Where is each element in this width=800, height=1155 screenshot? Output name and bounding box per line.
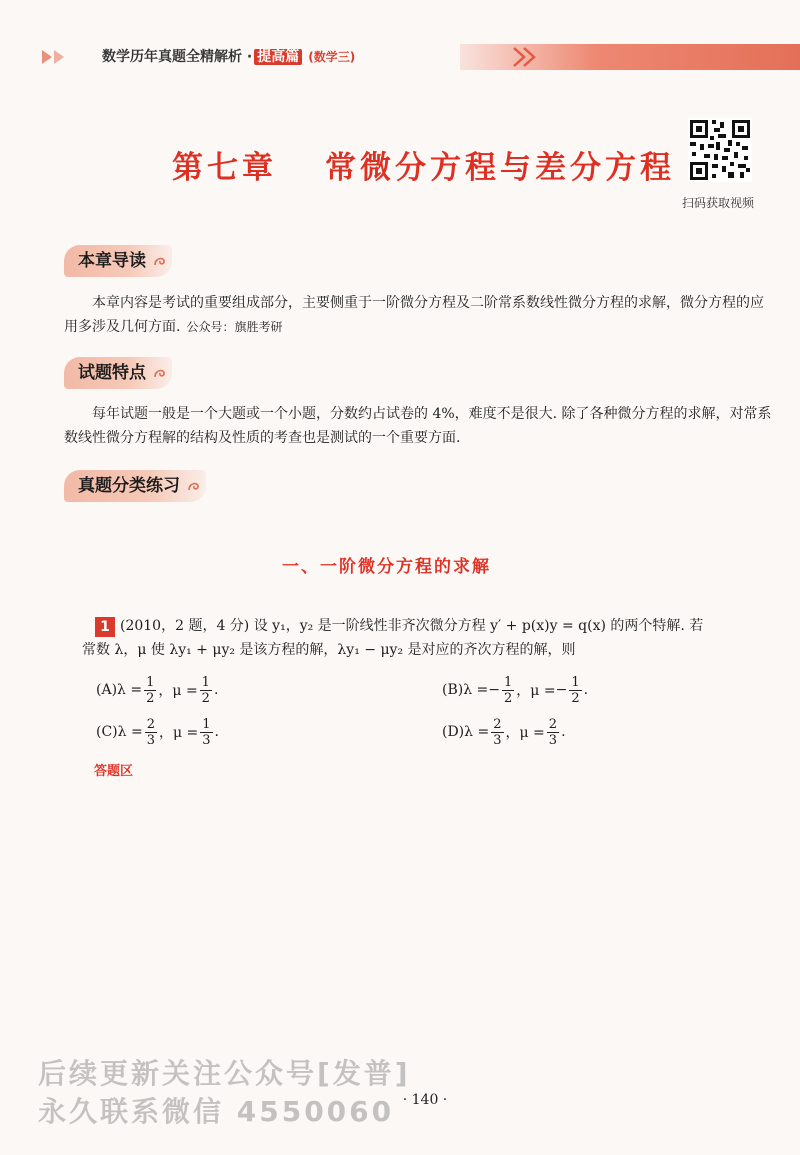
lambda-fraction: $\frac{2}{3}$ [493, 716, 502, 748]
question-number: 1 [95, 617, 115, 637]
question-source: (2010，2 题，4 分) [120, 618, 250, 634]
answer-area-label: 答题区 [94, 764, 134, 779]
watermark-line1: 后续更新关注公众号[发普] [38, 1057, 411, 1090]
option-label: (A) [96, 682, 118, 698]
option-d: (D) λ = $\frac{2}{3}$ ，μ = $\frac{2}{3}$ . [442, 716, 566, 748]
chapter-title [172, 142, 675, 188]
subsection-title: 一、一阶微分方程的求解 [282, 557, 491, 577]
qr-caption: 扫码获取视频 [682, 196, 755, 210]
chapter-name: 常微分方程与差分方程 [325, 150, 675, 186]
page-number: · 140 · [402, 1092, 448, 1108]
section-label: 真题分类练习 [78, 476, 180, 496]
section-label: 本章导读 [78, 251, 146, 271]
option-b: (B) λ = − $\frac{1}{2}$ ，μ = − $\frac{1}{2}$ . [442, 674, 589, 706]
subject-label: (数学三) [308, 50, 356, 64]
lambda-sign: − [488, 682, 501, 698]
option-label: (D) [442, 724, 465, 740]
option-label: (B) [442, 682, 464, 698]
question-stem-line2: 常数 λ，μ 使 λy₁ + μy₂ 是该方程的解，λy₁ − μy₂ 是对应的齐次方程的解，则 [82, 642, 576, 658]
running-header [40, 44, 800, 70]
features-text: 每年试题一般是一个大题或一个小题，分数约占试卷的 4%，难度不是很大. 除了各种微分方程的求解，对常系数线性微分方程解的结构及性质的考查也是测试的一个重要方面. [64, 406, 772, 446]
lambda-fraction: $\frac{1}{2}$ [146, 674, 155, 706]
mu-sign: − [555, 682, 568, 698]
guide-paragraph [64, 291, 776, 339]
question-stem [82, 614, 778, 662]
arrow-right-icon [40, 46, 80, 68]
book-title: 数学历年真题全精解析 · [102, 49, 253, 65]
swirl-ornament-icon [186, 478, 202, 494]
question-stem-line1: 设 y₁，y₂ 是一阶线性非齐次微分方程 y′ + p(x)y = q(x) 的两个特解. 若 [253, 618, 704, 634]
option-label: (C) [96, 724, 118, 740]
edition-badge: 提高篇 [254, 49, 302, 65]
section-badge-guide [64, 245, 172, 277]
swirl-ornament-icon [152, 365, 168, 381]
chapter-number: 第七章 [172, 150, 277, 186]
watermark-line2: 永久联系微信 4550060 [38, 1095, 395, 1128]
guide-text: 本章内容是考试的重要组成部分，主要侧重于一阶微分方程及二阶常系数线性微分方程的求解，微分方程的应用多涉及几何方面. [64, 295, 764, 335]
lambda-fraction: $\frac{2}{3}$ [146, 716, 155, 748]
lambda-fraction: $\frac{1}{2}$ [504, 674, 513, 706]
header-title [102, 47, 355, 67]
mu-fraction: $\frac{1}{2}$ [201, 674, 210, 706]
features-paragraph [64, 402, 776, 450]
qr-code-icon[interactable] [688, 118, 752, 182]
option-a: (A) λ = $\frac{1}{2}$ ，μ = $\frac{1}{2}$ . [96, 674, 219, 706]
section-badge-features [64, 357, 172, 389]
mu-fraction: $\frac{1}{2}$ [571, 674, 580, 706]
double-chevron-icon [510, 45, 550, 69]
option-c: (C) λ = $\frac{2}{3}$ ，μ = $\frac{1}{3}$ . [96, 716, 219, 748]
mu-fraction: $\frac{1}{3}$ [202, 716, 211, 748]
mu-fraction: $\frac{2}{3}$ [548, 716, 558, 748]
swirl-ornament-icon [152, 253, 168, 269]
section-badge-practice [64, 470, 206, 502]
section-label: 试题特点 [78, 363, 146, 383]
guide-note: 公众号：旗胜考研 [186, 320, 283, 334]
